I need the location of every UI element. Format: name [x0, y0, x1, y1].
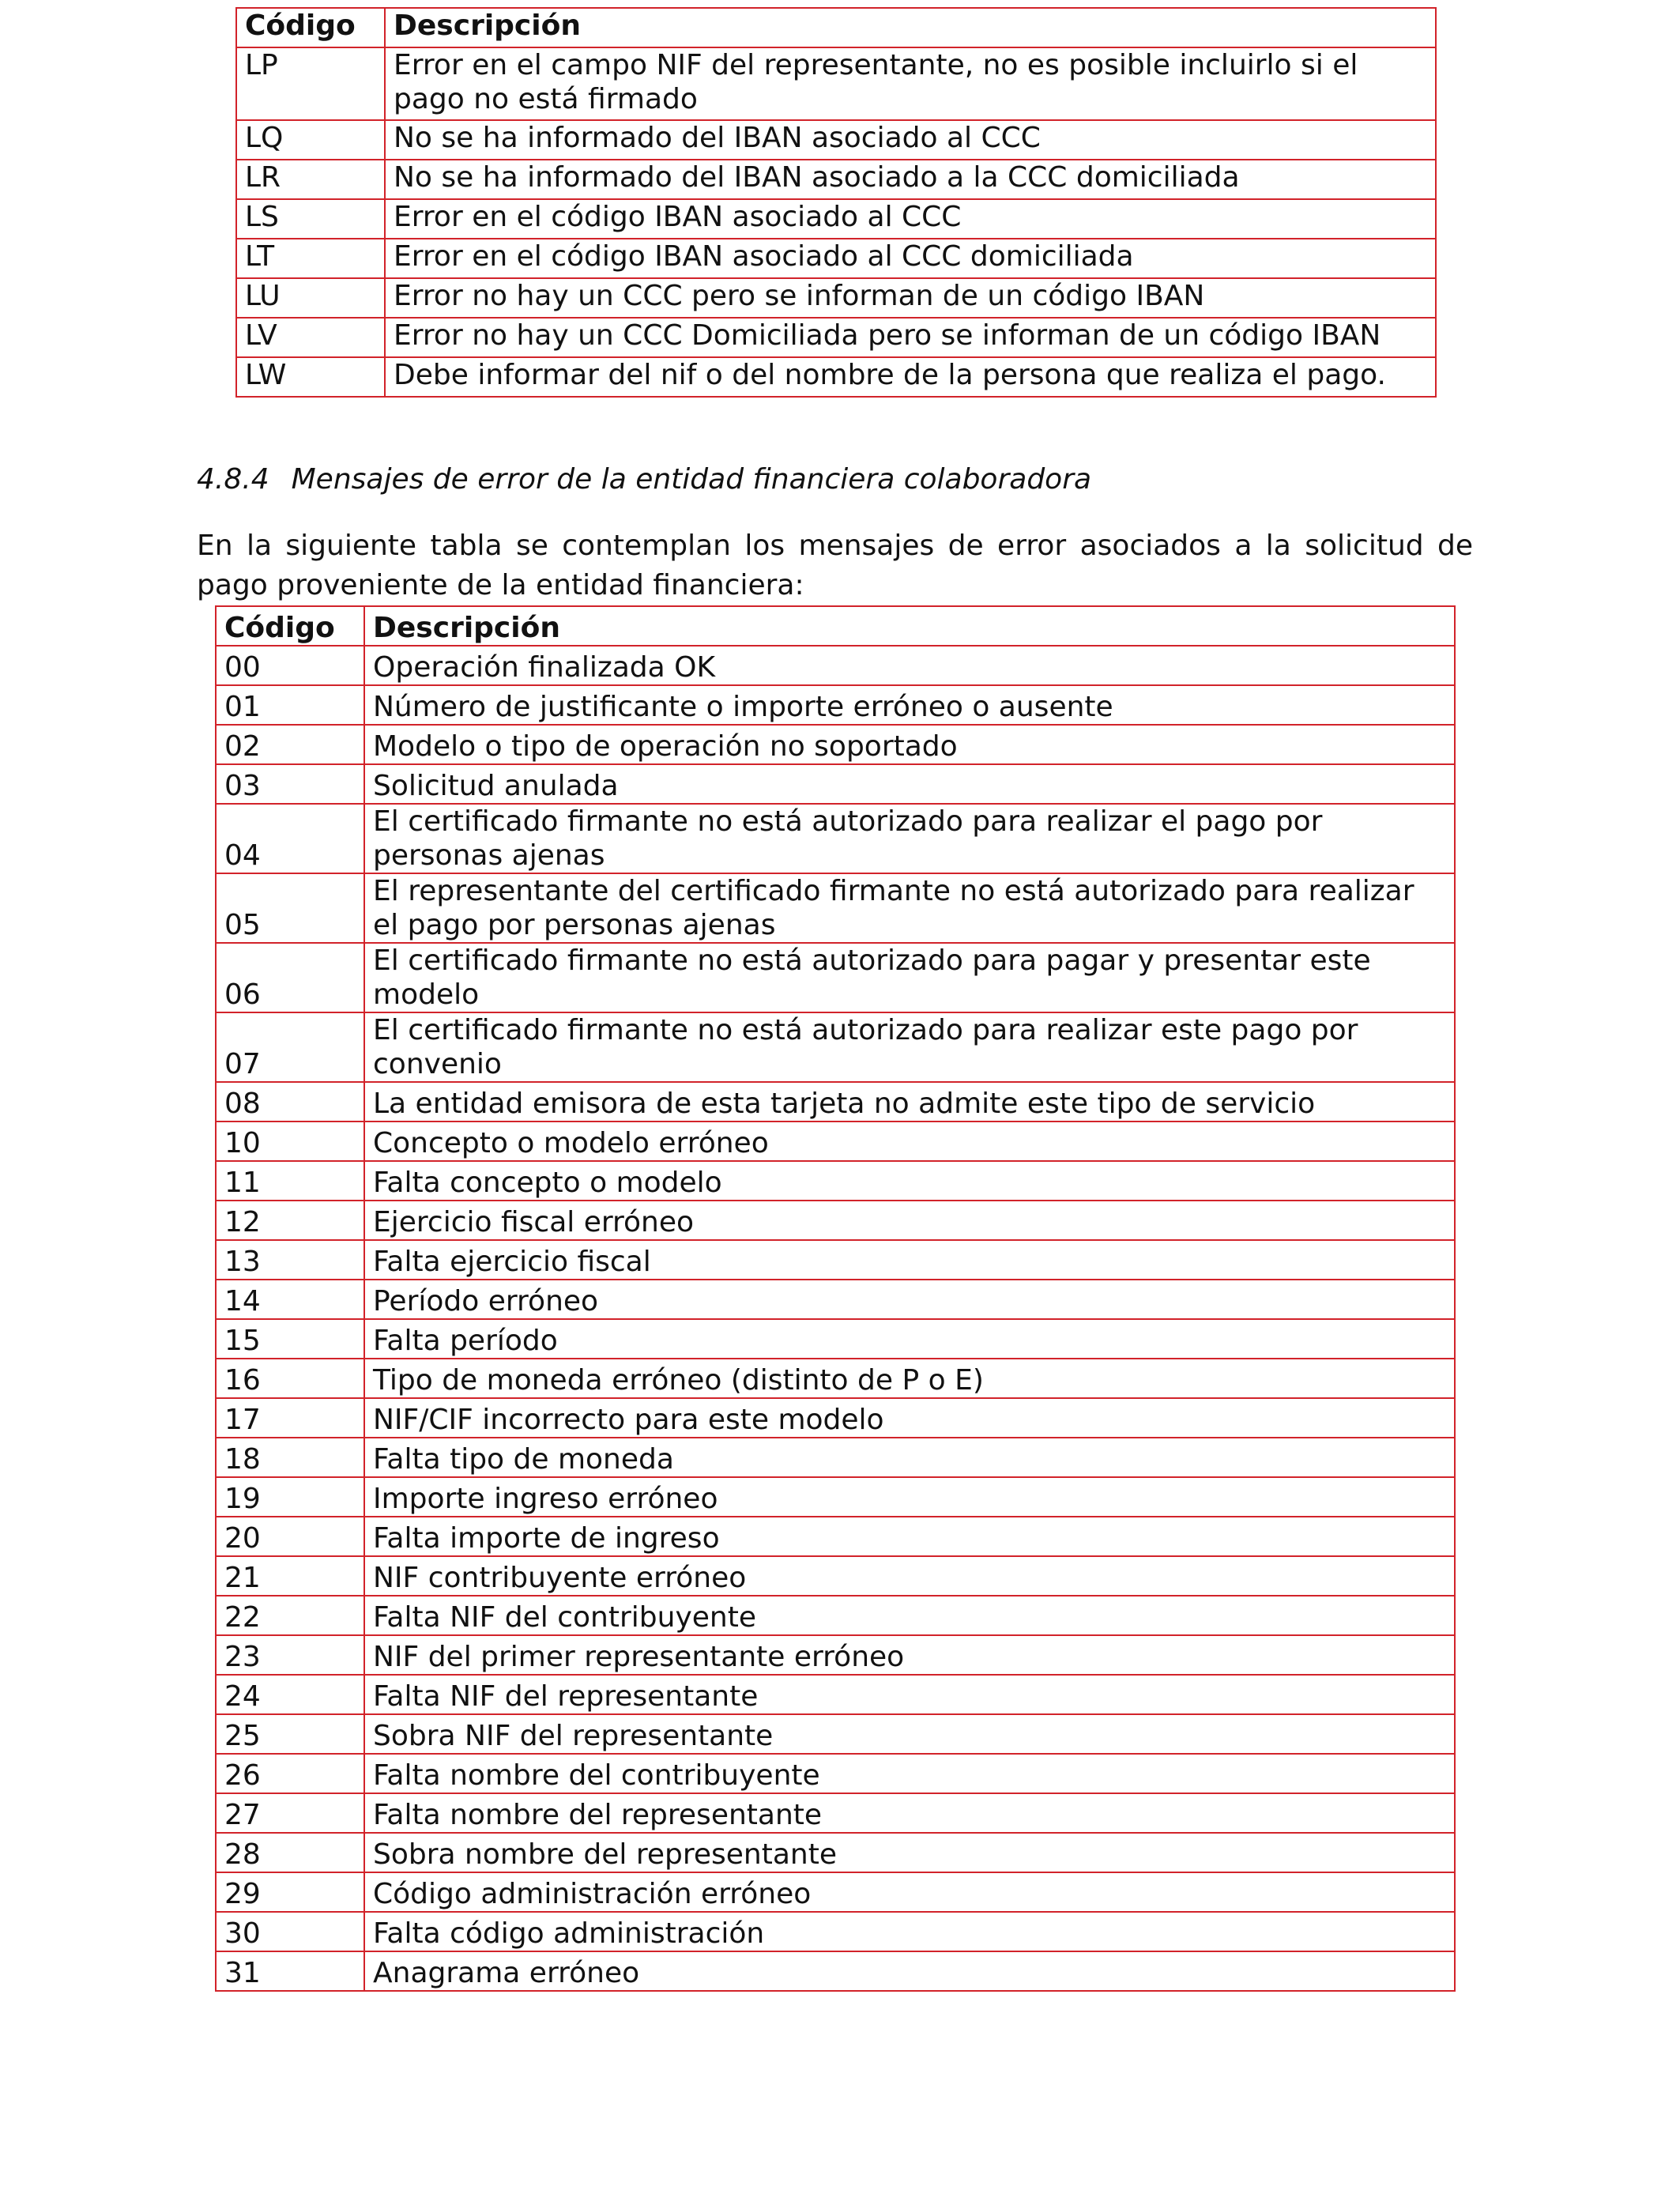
row-code: 26: [216, 1754, 364, 1793]
row-description: No se ha informado del IBAN asociado a la CCC domiciliada: [385, 160, 1436, 199]
table-row: [216, 1438, 1455, 1477]
row-description: Concepto o modelo erróneo: [364, 1122, 1455, 1161]
row-code: 15: [216, 1319, 364, 1359]
row-code: 13: [216, 1240, 364, 1280]
row-description: Falta nombre del representante: [364, 1793, 1455, 1833]
table-row: [216, 1872, 1455, 1912]
column-header-description: Descripción: [385, 8, 1436, 47]
row-description: La entidad emisora de esta tarjeta no admite este tipo de servicio: [364, 1082, 1455, 1122]
table-row: [216, 646, 1455, 685]
row-code: 19: [216, 1477, 364, 1517]
table-row: [216, 1398, 1455, 1438]
table-row: [216, 1833, 1455, 1872]
row-description: Falta concepto o modelo: [364, 1161, 1455, 1201]
table-row: [216, 1359, 1455, 1398]
table-row: [216, 1280, 1455, 1319]
row-description: Falta NIF del representante: [364, 1675, 1455, 1714]
table-header-row: [236, 8, 1436, 47]
row-description: Error en el código IBAN asociado al CCC: [385, 199, 1436, 239]
row-code: 01: [216, 685, 364, 725]
table-row: [216, 1675, 1455, 1714]
section-number: 4.8.4: [197, 463, 269, 496]
row-description: Error en el código IBAN asociado al CCC domiciliada: [385, 239, 1436, 278]
table-row: [216, 1201, 1455, 1240]
row-code: LW: [236, 357, 385, 397]
row-code: 27: [216, 1793, 364, 1833]
row-description: Ejercicio fiscal erróneo: [364, 1201, 1455, 1240]
table-row: [216, 804, 1455, 873]
row-description: NIF contribuyente erróneo: [364, 1556, 1455, 1596]
table-row: [216, 1161, 1455, 1201]
table-row: [216, 1754, 1455, 1793]
row-description: Código administración erróneo: [364, 1872, 1455, 1912]
table-row: [216, 1319, 1455, 1359]
table-row: [216, 1122, 1455, 1161]
row-description: Falta período: [364, 1319, 1455, 1359]
row-description: Falta tipo de moneda: [364, 1438, 1455, 1477]
table-row: [236, 318, 1436, 357]
row-code: 14: [216, 1280, 364, 1319]
table-row: [216, 1477, 1455, 1517]
row-description: Sobra NIF del representante: [364, 1714, 1455, 1754]
row-code: LP: [236, 47, 385, 120]
row-code: 30: [216, 1912, 364, 1951]
row-description: Tipo de moneda erróneo (distinto de P o E): [364, 1359, 1455, 1398]
row-code: 20: [216, 1517, 364, 1556]
table-row: [216, 1240, 1455, 1280]
row-description: NIF/CIF incorrecto para este modelo: [364, 1398, 1455, 1438]
row-code: 17: [216, 1398, 364, 1438]
row-description: Falta NIF del contribuyente: [364, 1596, 1455, 1635]
row-description: Operación finalizada OK: [364, 646, 1455, 685]
row-description: Falta código administración: [364, 1912, 1455, 1951]
row-description: El certificado firmante no está autorizado para pagar y presentar este modelo: [364, 943, 1455, 1012]
table-row: [216, 764, 1455, 804]
row-code: 24: [216, 1675, 364, 1714]
table-row: [236, 160, 1436, 199]
row-code: 06: [216, 943, 364, 1012]
row-code: 03: [216, 764, 364, 804]
table-row: [216, 1517, 1455, 1556]
row-code: 25: [216, 1714, 364, 1754]
row-description: El certificado firmante no está autorizado para realizar el pago por personas ajenas: [364, 804, 1455, 873]
row-code: 02: [216, 725, 364, 764]
table-row: [216, 1082, 1455, 1122]
row-code: 29: [216, 1872, 364, 1912]
table-row: [216, 1951, 1455, 1991]
row-code: LV: [236, 318, 385, 357]
table-row: [236, 199, 1436, 239]
financial-entity-error-codes-table: [215, 605, 1456, 1992]
row-description: Modelo o tipo de operación no soportado: [364, 725, 1455, 764]
row-description: NIF del primer representante erróneo: [364, 1635, 1455, 1675]
row-code: LR: [236, 160, 385, 199]
table-row: [216, 1596, 1455, 1635]
row-description: Falta ejercicio fiscal: [364, 1240, 1455, 1280]
section-title: Mensajes de error de la entidad financiera colaboradora: [291, 463, 1092, 496]
table-row: [236, 47, 1436, 120]
row-code: LQ: [236, 120, 385, 160]
row-code: 31: [216, 1951, 364, 1991]
row-code: 04: [216, 804, 364, 873]
row-code: 21: [216, 1556, 364, 1596]
row-description: El representante del certificado firmante no está autorizado para realizar el pago por personas ajenas: [364, 873, 1455, 943]
row-description: Falta importe de ingreso: [364, 1517, 1455, 1556]
table-row: [216, 1635, 1455, 1675]
table-row: [236, 239, 1436, 278]
row-description: Error no hay un CCC Domiciliada pero se informan de un código IBAN: [385, 318, 1436, 357]
row-code: 08: [216, 1082, 364, 1122]
row-code: LT: [236, 239, 385, 278]
row-code: 22: [216, 1596, 364, 1635]
table-row: [216, 1556, 1455, 1596]
row-code: 28: [216, 1833, 364, 1872]
column-header-code: Código: [236, 8, 385, 47]
table-row: [216, 1012, 1455, 1082]
table-row: [216, 1912, 1455, 1951]
row-code: 05: [216, 873, 364, 943]
table-row: [216, 685, 1455, 725]
table-row: [216, 873, 1455, 943]
table-row: [216, 725, 1455, 764]
section-intro-paragraph: En la siguiente tabla se contemplan los mensajes de error asociados a la solicitud de pago proveniente de la entidad financiera:: [197, 530, 1473, 601]
column-header-code: Código: [216, 606, 364, 646]
row-code: 18: [216, 1438, 364, 1477]
table-row: [216, 943, 1455, 1012]
row-description: Número de justificante o importe erróneo o ausente: [364, 685, 1455, 725]
table-header-row: [216, 606, 1455, 646]
row-description: Importe ingreso erróneo: [364, 1477, 1455, 1517]
table-row: [216, 1714, 1455, 1754]
row-code: LS: [236, 199, 385, 239]
row-code: LU: [236, 278, 385, 318]
table-row: [236, 278, 1436, 318]
row-description: Error en el campo NIF del representante, no es posible incluirlo si el pago no está firmado: [385, 47, 1436, 120]
row-description: Sobra nombre del representante: [364, 1833, 1455, 1872]
row-code: 07: [216, 1012, 364, 1082]
row-code: 10: [216, 1122, 364, 1161]
row-code: 12: [216, 1201, 364, 1240]
section-heading: [197, 462, 1091, 498]
error-codes-table-continued: [235, 7, 1437, 398]
column-header-description: Descripción: [364, 606, 1455, 646]
row-description: El certificado firmante no está autorizado para realizar este pago por convenio: [364, 1012, 1455, 1082]
row-code: 00: [216, 646, 364, 685]
row-description: No se ha informado del IBAN asociado al CCC: [385, 120, 1436, 160]
row-code: 23: [216, 1635, 364, 1675]
row-description: Solicitud anulada: [364, 764, 1455, 804]
row-code: 16: [216, 1359, 364, 1398]
table-row: [236, 357, 1436, 397]
row-description: Período erróneo: [364, 1280, 1455, 1319]
row-description: Anagrama erróneo: [364, 1951, 1455, 1991]
row-description: Falta nombre del contribuyente: [364, 1754, 1455, 1793]
table-row: [236, 120, 1436, 160]
row-description: Error no hay un CCC pero se informan de un código IBAN: [385, 278, 1436, 318]
table-row: [216, 1793, 1455, 1833]
row-code: 11: [216, 1161, 364, 1201]
row-description: Debe informar del nif o del nombre de la persona que realiza el pago.: [385, 357, 1436, 397]
